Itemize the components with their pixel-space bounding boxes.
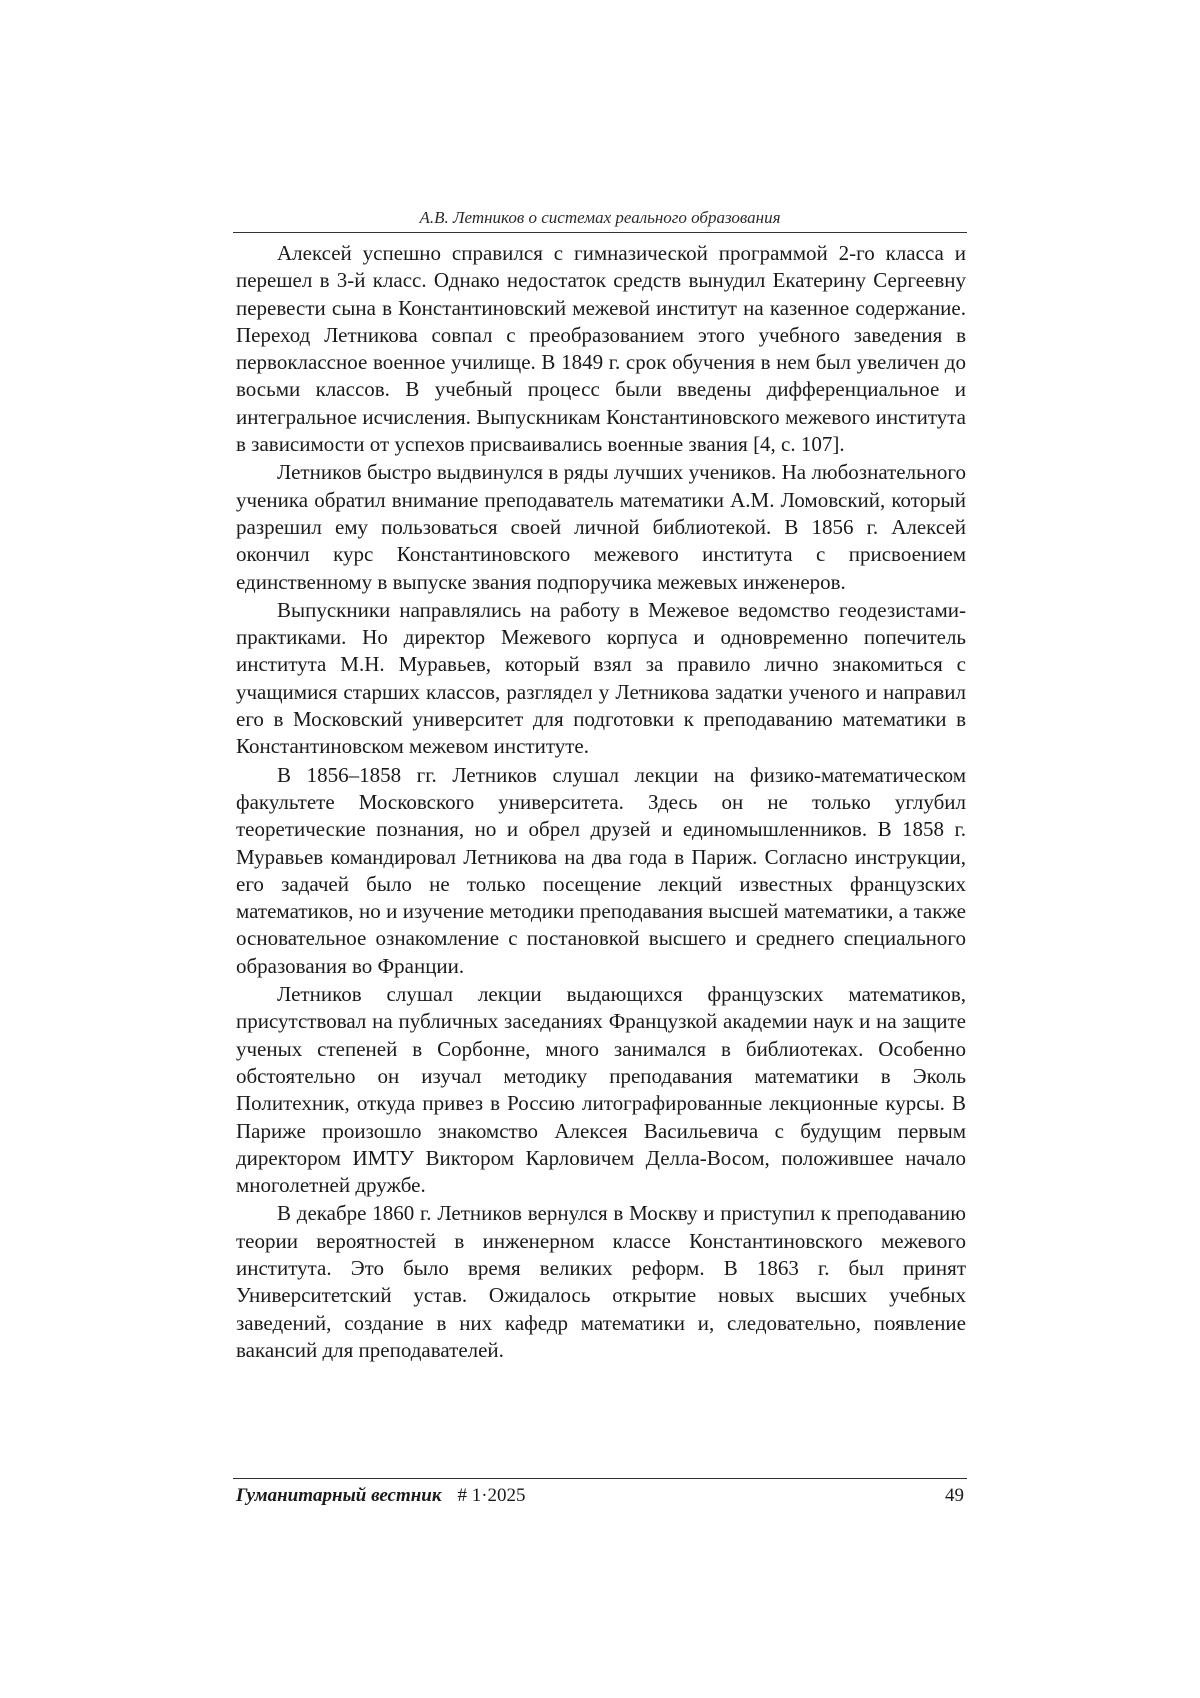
paragraph: В декабре 1860 г. Летников вернулся в Москву и приступил к преподаванию теории вероятностей в инженерном классе Константиновского межевого института. Это было время великих реформ. В 1863 г. был принят Университетский устав. Ожидалось открытие новых высших учебных заведений, создание в них кафедр математики и, следовательно, появление вакансий для преподавателей. [236, 1201, 966, 1362]
paragraph: Летников быстро выдвинулся в ряды лучших учеников. На любознательного ученика обратил внимание преподаватель математики А.М. Ломовский, который разрешил ему пользоваться своей личной библиотекой. В 1856 г. Алексей окончил курс Константиновского межевого института с присвоением единственному в выпуске звания подпоручика межевых инженеров. [236, 460, 966, 594]
footer-divider [233, 1478, 967, 1479]
journal-name: Гуманитарный вестник [236, 1485, 442, 1506]
paragraph: Летников слушал лекции выдающихся французских математиков, присутствовал на публичных заседаниях Французкой академии наук и на защите ученых степеней в Сорбонне, много занимался в библиотеках. Особенно обстоятельно он изучал методику преподавания математики в Эколь Политехник, откуда привез в Россию литографированные лекционные курсы. В Париже произошло знакомство Алексея Васильевича с будущим первым директором ИМТУ Виктором Карловичем Делла-Восом, положившее начало многолетней дружбе. [236, 982, 966, 1198]
paragraph: В 1856–1858 гг. Летников слушал лекции на физико-математическом факультете Московского университета. Здесь он не только углубил теоретические познания, но и обрел друзей и единомышленников. В 1858 г. Муравьев командировал Летникова на два года в Париж. Согласно инструкции, его задачей было не только посещение лекций известных французских математиков, но и изучение методики преподавания высшей математики, а также основательное ознакомление с постановкой высшего и среднего специального образования во Франции. [236, 762, 966, 978]
paragraph: Алексей успешно справился с гимназической программой 2-го класса и перешел в 3-й класс. Однако недостаток средств вынудил Екатерину Сергеевну перевести сына в Константиновский межевой институт на казенное содержание. Переход Летникова совпал с преобразованием этого учебного заведения в первоклассное военное училище. В 1849 г. срок обучения в нем был увеличен до восьми классов. В учебный процесс были введены дифференциальное и интегральное исчисления. Выпускникам Константиновского межевого института в зависимости от успехов присваивались военные звания [4, с. 107]. [236, 241, 966, 457]
page-footer [236, 1484, 964, 1508]
page-number: 49 [945, 1485, 964, 1506]
running-header: А.В. Летников о системах реального образования [419, 208, 781, 227]
header-divider [233, 232, 967, 233]
article-body [236, 240, 966, 1364]
paragraph: Выпускники направлялись на работу в Межевое ведомство геодезистами-практиками. Но директор Межевого корпуса и одновременно попечитель института М.Н. Муравьев, который взял за правило лично знакомиться с учащимися старших классов, разглядел у Летникова задатки ученого и направил его в Московский университет для подготовки к преподаванию математики в Константиновском межевом институте. [236, 597, 966, 759]
issue-number: # 1·2025 [457, 1485, 526, 1506]
